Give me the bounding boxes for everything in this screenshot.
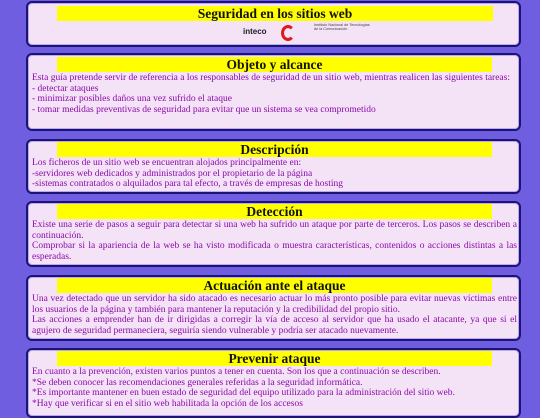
logo-text: inteco [243,27,267,36]
body-line: Comprobar si la apariencia de la web se ha visto modificada o muestra características, contenidos o acciones distintas a las esperadas. [32,241,517,262]
body-line: - tomar medidas preventivas de seguridad para evitar que un sistema se vea comprometido [32,104,376,115]
body-line: - minimizar posibles daños una vez sufrido el ataque [32,94,232,105]
body-line: Existe una serie de pasos a seguir para detectar si una web ha sufrido un ataque por parte de terceros. Los pasos se describen a continuación. [32,220,517,241]
body-line: *Hay que verificar si en el sitio web habilitada la opción de los accesos [32,398,303,409]
body-line: Esta guía pretende servir de referencia a los responsables de seguridad de un sitio web, mientras realicen las siguientes tareas: [32,73,510,83]
section-body [32,73,517,115]
body-line: -servidores web dedicados y administrados por el propietario de la página [32,168,313,179]
section-body [32,158,517,190]
section-title: Prevenir ataque [57,351,492,366]
section-body [32,220,517,262]
body-line: Las acciones a emprender han de ir dirigidas a corregir la vía de acceso al servidor que ha usado el atacante, ya que si el agujero de seguridad permaneciera, seguiría siendo vulnerable y podría ser atacado nuevamente. [32,315,517,336]
logo-subtitle: Instituto Nacional de Tecnologías de la Comunicación [314,23,370,32]
section-title: Objeto y alcance [57,57,492,72]
section-descripcion [26,139,521,194]
inteco-logo [243,23,305,43]
section-title: Actuación ante el ataque [57,278,492,293]
section-title: Descripción [57,142,492,157]
body-line: Una vez detectado que un servidor ha sido atacado es necesario actuar lo más pronto posible para evitar nuevas víctimas entre los usuarios de la página y también para mantener la reputación y la credibilidad del propio sitio. [32,294,517,315]
body-line: -sistemas contratados o alquilados para tal efecto, a través de empresas de hosting [32,179,344,190]
section-deteccion [26,201,521,267]
section-prevenir [26,348,521,418]
section-body [32,367,517,409]
page-title: Seguridad en los sitios web [57,6,493,21]
body-line: - detectar ataques [32,83,99,94]
section-body [32,294,517,336]
section-actuacion [26,275,521,341]
section-title: Detección [57,204,492,219]
body-line: Los ficheros de un sitio web se encuentran alojados principalmente en: [32,158,302,168]
header-card [26,1,521,47]
body-line: En cuanto a la prevención, existen varios puntos a tener en cuenta. Son los que a continuación se describen. [32,367,441,377]
logo-arc-icon [281,25,295,41]
body-line: *Se deben conocer las recomendaciones generales referidas a la seguridad informática. [32,377,363,388]
section-objeto-alcance [26,53,521,131]
body-line: *Es importante mantener en buen estado de seguridad del equipo utilizado para la administración del sitio web. [32,388,455,399]
